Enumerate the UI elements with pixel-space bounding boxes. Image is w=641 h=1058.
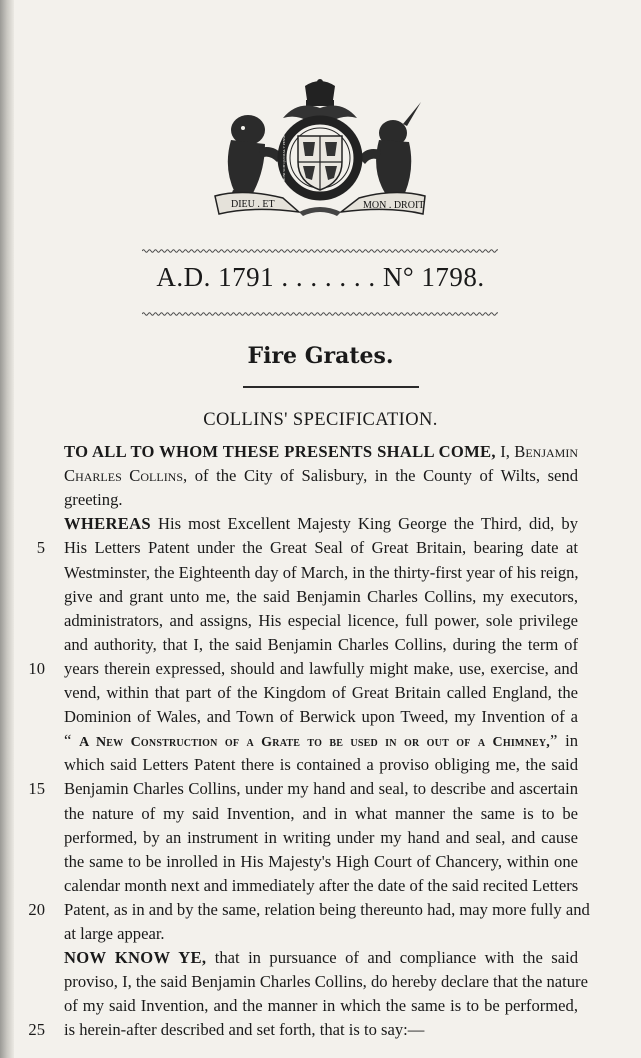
line-number: 10 [28, 658, 45, 678]
text-segment: His Letters Patent under the Great Seal of Great Britain, bearing date at [64, 538, 578, 558]
text-line [64, 705, 578, 729]
text-line [64, 585, 578, 609]
bold-lead-words: TO ALL TO WHOM THESE PRESENTS SHALL COME, [64, 442, 496, 461]
text-segment: is herein-after described and set forth, that is to say:— [64, 1020, 425, 1040]
text-line [64, 874, 578, 898]
patent-year: A.D. 1791 [156, 262, 275, 292]
text-segment: the same to be inrolled in His Majesty's High Court of Chancery, within one [64, 851, 578, 871]
garter-motto-text: HONI SOIT QUI MAL Y PENSE [282, 134, 286, 182]
text-line [64, 826, 578, 850]
text-segment: which said Letters Patent there is contained a proviso obliging me, the said [64, 755, 578, 775]
leader-dots: . . . . . . . [281, 262, 376, 292]
ornamental-wavy-rule-bottom [142, 311, 498, 317]
text-segment: Patent, as in and by the same, relation being thereunto had, may more fully and [64, 899, 590, 919]
text-line [64, 994, 578, 1018]
small-caps-text: A New Construction of a Grate to be used in or out of a Chimney, [79, 735, 550, 751]
text-line [64, 922, 578, 946]
text-segment: “ [64, 731, 80, 751]
patent-title: Fire Grates. [247, 343, 394, 369]
text-segment: that in pursuance of and compliance with the said [206, 948, 579, 968]
text-segment: Westminster, the Eighteenth day of March, in the thirty-first year of his reign, [64, 562, 579, 582]
patent-number-line [0, 262, 641, 293]
text-line [64, 440, 578, 464]
text-line [64, 512, 578, 536]
motto-right-text: MON . DROIT [363, 200, 425, 211]
royal-coat-of-arms [213, 78, 428, 218]
title-rule [243, 386, 419, 388]
small-caps-text: Benjamin [514, 442, 578, 461]
text-line [64, 802, 578, 826]
text-line [64, 970, 588, 994]
specification-heading: COLLINS' SPECIFICATION. [203, 410, 438, 430]
text-segment: Dominion of Wales, and Town of Berwick upon Tweed, my Invention of a [64, 707, 578, 727]
text-segment: of my said Invention, and the manner in which the same is to be performed, [64, 996, 578, 1016]
line-number: 25 [28, 1020, 45, 1040]
text-segment: , of the City of Salisbury, in the County of Wilts, send [183, 466, 578, 486]
small-caps-text: Charles Collins [64, 466, 184, 486]
text-segment: Benjamin Charles Collins, under my hand and seal, to describe and ascertain [64, 779, 578, 799]
text-line [64, 561, 578, 585]
text-segment: calendar month next and immediately after the date of the said recited Letters [64, 875, 579, 895]
text-segment: performed, by an instrument in writing under my hand and seal, and cause [64, 827, 578, 847]
text-line [64, 729, 578, 753]
text-line [64, 777, 578, 801]
text-segment: greeting. [64, 490, 123, 510]
text-line [64, 633, 578, 657]
text-line [64, 850, 578, 874]
text-segment: and authority, that I, the said Benjamin Charles Collins, during the term of [64, 634, 578, 654]
ornamental-wavy-rule-top [142, 248, 498, 254]
text-line [64, 464, 578, 488]
line-number: 15 [28, 779, 45, 799]
text-line [64, 488, 578, 512]
text-segment: proviso, I, the said Benjamin Charles Collins, do hereby declare that the nature [64, 972, 588, 992]
bold-lead-words: NOW KNOW YE, [64, 948, 207, 968]
book-spine-edge [0, 0, 14, 1058]
text-line [64, 1018, 578, 1042]
text-line [64, 681, 578, 705]
text-segment: years therein expressed, should and lawfully might make, use, exercise, and [64, 658, 578, 678]
line-number: 20 [28, 899, 45, 919]
text-segment: administrators, and assigns, His especial licence, full power, sole privilege [64, 610, 578, 630]
text-segment: His most Excellent Majesty King George the Third, did, by [150, 514, 578, 534]
motto-left-text: DIEU . ET [231, 199, 275, 210]
text-line [64, 898, 590, 922]
text-segment: ” in [549, 731, 579, 751]
text-segment: give and grant unto me, the said Benjamin Charles Collins, my executors, [64, 586, 578, 606]
text-line [64, 536, 578, 560]
patent-number: N° 1798. [382, 262, 485, 292]
text-line [64, 609, 578, 633]
text-segment: the nature of my said Invention, and in what manner the same is to be [64, 803, 578, 823]
bold-lead-words: WHEREAS [64, 514, 151, 534]
text-line [64, 946, 578, 970]
text-segment: at large appear. [64, 924, 165, 943]
text-segment: vend, within that part of the Kingdom of Great Britain called England, the [64, 683, 578, 702]
text-line [64, 753, 578, 777]
text-segment: I, [495, 442, 515, 461]
text-line [64, 657, 578, 681]
line-number: 5 [36, 538, 45, 558]
